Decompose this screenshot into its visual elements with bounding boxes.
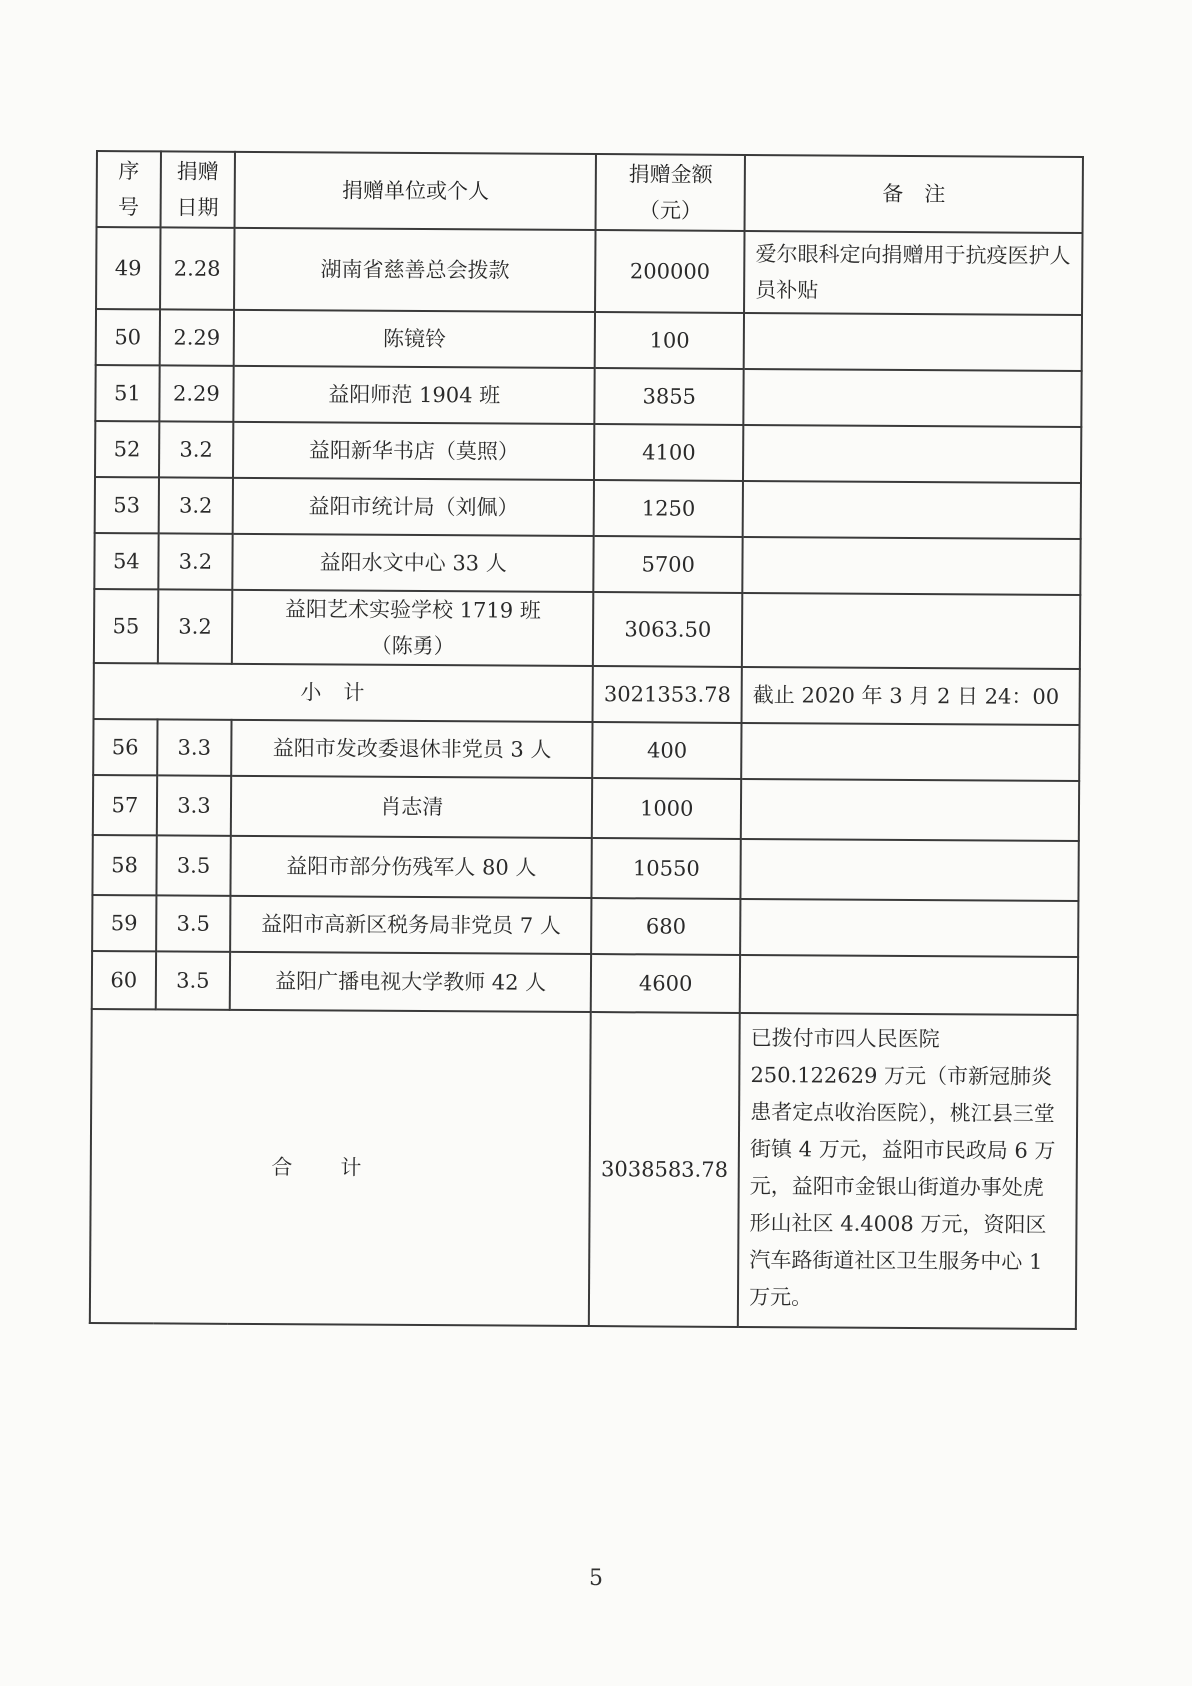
row-donor: 肖志清 (231, 776, 593, 838)
row-seq: 58 (92, 835, 156, 895)
row-amount: 680 (591, 898, 740, 955)
row-donor: 益阳新华书店（莫照） (233, 422, 595, 480)
row-amount: 200000 (595, 230, 744, 313)
row-seq: 56 (93, 719, 157, 775)
table-row (92, 835, 1078, 901)
row-date: 3.3 (157, 775, 232, 835)
row-note (740, 899, 1078, 957)
row-date: 3.2 (158, 589, 233, 663)
row-note (744, 313, 1082, 371)
row-seq: 49 (96, 227, 160, 309)
header-note: 备 注 (745, 155, 1083, 233)
table-row (93, 719, 1079, 781)
table-row (96, 227, 1082, 315)
row-seq: 57 (93, 775, 157, 835)
table-row (96, 309, 1082, 371)
header-date: 捐赠 日期 (160, 151, 235, 227)
row-amount: 1250 (594, 480, 743, 537)
row-note (741, 839, 1079, 901)
row-date: 3.5 (156, 951, 231, 1009)
table-row (93, 775, 1079, 841)
row-donor: 益阳市部分伤残军人 80 人 (231, 836, 593, 898)
table-header-row (97, 151, 1083, 233)
row-date: 3.2 (159, 421, 234, 477)
total-amount: 3038583.78 (589, 1012, 740, 1327)
row-donor: 益阳广播电视大学教师 42 人 (230, 952, 592, 1012)
row-seq: 55 (94, 589, 158, 663)
row-donor: 益阳市高新区税务局非党员 7 人 (230, 896, 592, 954)
subtotal-amount: 3021353.78 (593, 666, 742, 723)
subtotal-row (94, 663, 1080, 725)
row-donor-line: （陈勇） (370, 633, 455, 659)
row-date: 3.2 (158, 477, 233, 533)
row-date: 3.3 (157, 719, 232, 775)
row-amount: 4600 (591, 954, 740, 1013)
row-amount: 4100 (594, 424, 743, 481)
donation-table (89, 150, 1084, 1330)
row-donor: 湖南省慈善总会拨款 (234, 228, 596, 312)
row-date: 3.5 (156, 895, 231, 951)
row-seq: 52 (95, 421, 159, 477)
row-note (743, 481, 1081, 539)
row-donor: 益阳师范 1904 班 (233, 366, 595, 424)
row-date: 2.28 (160, 227, 235, 309)
table-row (92, 951, 1078, 1015)
row-seq: 51 (95, 365, 159, 421)
header-amount: 捐赠金额 （元） (596, 154, 745, 231)
row-seq: 53 (95, 477, 159, 533)
subtotal-note: 截止 2020 年 3 月 2 日 24：00 (742, 667, 1080, 725)
row-note (740, 955, 1078, 1015)
row-amount: 3063.50 (593, 592, 742, 667)
row-note (743, 425, 1081, 483)
total-label: 合计 (90, 1009, 591, 1326)
row-date: 3.2 (158, 533, 233, 589)
row-seq: 54 (94, 533, 158, 589)
table-row (94, 589, 1080, 669)
row-note (741, 723, 1079, 781)
row-donor (232, 590, 594, 666)
table-row (95, 477, 1081, 539)
page-number: 5 (589, 1566, 603, 1591)
total-row (90, 1009, 1078, 1329)
row-note (743, 369, 1081, 427)
row-seq: 60 (92, 951, 156, 1009)
row-date: 2.29 (159, 365, 234, 421)
row-amount: 400 (593, 722, 742, 779)
header-donor: 捐赠单位或个人 (235, 152, 597, 230)
table-row (95, 365, 1081, 427)
row-donor-line: 益阳艺术实验学校 1719 班 (284, 597, 541, 623)
table-row (95, 421, 1081, 483)
row-note (742, 593, 1080, 669)
row-date: 2.29 (159, 309, 234, 365)
row-date: 3.5 (156, 835, 231, 895)
row-donor: 益阳水文中心 33 人 (232, 534, 594, 592)
row-amount: 5700 (594, 536, 743, 593)
row-amount: 1000 (592, 778, 741, 839)
table-row (94, 533, 1080, 595)
row-note (742, 537, 1080, 595)
row-seq: 50 (96, 309, 160, 365)
row-amount: 100 (595, 312, 744, 369)
row-amount: 3855 (595, 368, 744, 425)
subtotal-label: 小计 (94, 663, 594, 722)
row-donor: 益阳市统计局（刘佩） (233, 478, 595, 536)
row-donor: 陈镜铃 (234, 310, 596, 368)
table-row (92, 895, 1078, 957)
row-note (741, 779, 1079, 841)
row-note: 爱尔眼科定向捐赠用于抗疫医护人员补贴 (744, 231, 1082, 315)
total-note: 已拨付市四人民医院 250.122629 万元（市新冠肺炎患者定点收治医院），桃江县三堂街镇 4 万元，益阳市民政局 6 万元，益阳市金银山街道办事处虎形山社区 4.4008 万元，资阳区汽车路街道社区卫生服务中心 1 万元。 (738, 1013, 1078, 1329)
header-seq: 序 号 (97, 151, 161, 227)
row-amount: 10550 (592, 838, 741, 899)
row-donor: 益阳市发改委退休非党员 3 人 (231, 720, 593, 778)
row-seq: 59 (92, 895, 156, 951)
